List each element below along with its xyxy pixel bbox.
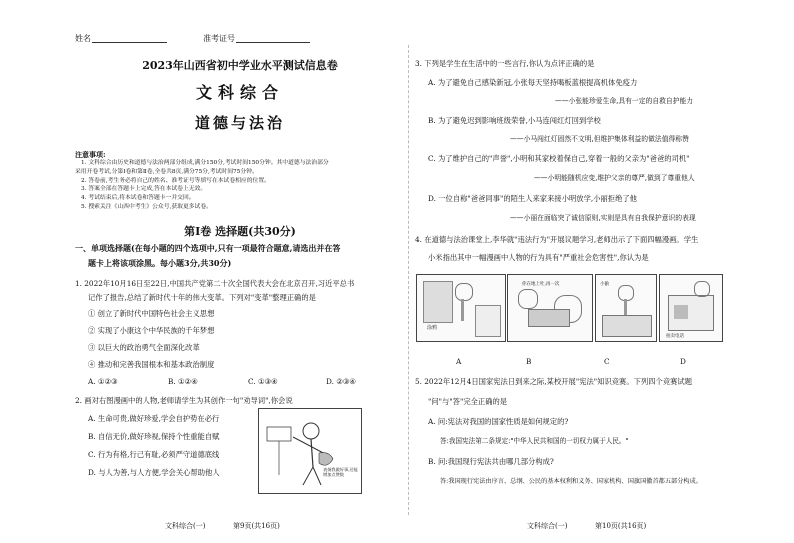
mc-heading-line2: 题卡上将该项涂黑。每小题3分,共30分) xyxy=(88,258,232,268)
q4-label-a[interactable]: A xyxy=(456,357,462,366)
q2-cartoon-caption: 表扬我做好事,还能增加点赞数 xyxy=(323,467,358,477)
q5-stem: 5. 2022年12月4日国家宪法日到来之际,某校开展"宪法"知识竞赛。下列四个竞赛试题 xyxy=(415,377,693,386)
q2-option-a[interactable]: A. 生命可贵,做好珍爱,学会自护势在必行 xyxy=(88,414,220,423)
part1-title: 第Ⅰ卷 选择题(共30分) xyxy=(184,225,296,238)
q2-cartoon-drawing xyxy=(259,409,361,493)
q3-option-d[interactable]: D. 一位自称"爸爸同事"的陌生人来家来接小明放学,小丽拒绝了他 xyxy=(428,194,637,203)
q1-item: ② 实现了小康这个中华民族的千年梦想 xyxy=(88,326,215,335)
q2-option-d[interactable]: D. 与人为善,与人方便,学会关心帮助他人 xyxy=(88,468,220,477)
q3-stem: 3. 下列是学生在生活中的一些言行,你认为点评正确的是 xyxy=(415,59,595,68)
q4-label-c[interactable]: C xyxy=(604,357,610,366)
notes-heading: 注意事项: xyxy=(75,150,106,159)
q4-cartoon-d[interactable] xyxy=(659,274,723,342)
q4-stem: 4. 在道德与法治课堂上,李华就"违法行为"开展议题学习,老师出示了下面四幅漫画。学生 xyxy=(415,235,699,244)
note-item: 4. 考试结束后,将本试卷和答题卡一并交回。 xyxy=(81,195,195,202)
q4-stem-line2: 小米指出其中一幅漫画中人物的行为具有"严重社会危害性",你认为是 xyxy=(428,253,649,262)
note-item: 采用开卷考试,分第Ⅰ卷和第Ⅱ卷,全卷共8页,满分75分,考试时间75分钟。 xyxy=(75,168,258,175)
q2-option-b[interactable]: B. 自信无价,做好珍视,保持个性重能自赋 xyxy=(88,432,220,441)
q1-option-a[interactable]: A. ①②③ xyxy=(88,377,118,386)
q1-stem-line2: 记作了报告,总结了新时代十年的伟大变革。下列对"变革"整理正确的是 xyxy=(88,293,316,302)
exam-number-label: 准考证号 xyxy=(203,34,235,43)
left-footer-subject: 文科综合(一) xyxy=(165,522,206,530)
subject-title: 文科综合 xyxy=(195,83,284,102)
q1-item: ③ 以巨大的政治勇气全面深化改革 xyxy=(88,343,200,352)
q3-option-b[interactable]: B. 为了避免迟到影响班级荣誉,小马连闯红灯回到学校 xyxy=(428,116,601,125)
q5-stem-line2: "问"与"答"完全正确的是 xyxy=(428,397,508,406)
q2-stem: 2. 画对右图漫画中的人物,老师请学生为其创作一句"劝导词",你会说 xyxy=(75,396,293,405)
right-footer-subject: 文科综合(一) xyxy=(527,522,568,530)
q2-option-c[interactable]: C. 行为有格,行己有耻,必须严守道德底线 xyxy=(88,450,220,459)
note-item: 3. 答案全部在答题卡上完成,答在本试卷上无效。 xyxy=(81,186,207,193)
right-footer-page: 第10页(共16页) xyxy=(595,522,647,530)
q2-cartoon xyxy=(258,408,362,494)
q5-option-b-question[interactable]: B. 问:我国现行宪法共由哪几部分构成? xyxy=(428,457,554,466)
column-divider xyxy=(408,45,409,515)
section-title: 道德与法治 xyxy=(194,114,285,132)
q4-cartoon-a-text: 涂鸦 xyxy=(427,325,438,331)
q3-option-a-comment: ——小张能珍爱生命,具有一定的自救自护能力 xyxy=(555,97,694,105)
q5-option-a-answer: 答:我国宪法第二条规定:"中华人民共和国的一切权力属于人民。" xyxy=(440,437,629,445)
q5-option-b-answer: 答:我国现行宪法由序言、总纲、公民的基本权利和义务、国家机构、国旗国徽首都五部分构成。 xyxy=(440,478,702,485)
q3-option-a[interactable]: A. 为了避免自己感染新冠,小张每天坚持喝板蓝根提高机体免疫力 xyxy=(428,78,638,87)
note-item: 5. 搜索关注《山西中考生》公众号,获取更多试卷。 xyxy=(81,203,212,210)
q4-cartoon-a[interactable] xyxy=(416,274,506,342)
q4-label-b[interactable]: B xyxy=(526,357,532,366)
q4-cartoon-b-text: 你在地上吐,再一次 xyxy=(522,282,560,287)
q3-option-d-comment: ——小丽在面临突了诚信原则,实则是具有自我保护意识的表现 xyxy=(510,214,696,222)
note-item: 2. 答卷前,考生务必将自己的姓名、准考证号等填写在本试卷相应的位置。 xyxy=(81,177,270,184)
q1-item: ① 创立了新时代中国特色社会主义思想 xyxy=(88,309,215,318)
q3-option-c-comment: ——小明能随机应变,维护父亲的尊严,做到了尊重他人 xyxy=(534,174,695,182)
left-footer-page: 第9页(共16页) xyxy=(233,522,280,530)
q3-option-b-comment: ——小马闯红灯固然不文明,但维护集体利益的做法值得称赞 xyxy=(510,135,689,143)
notes-list xyxy=(75,159,329,212)
exam-title: 2023年山西省初中学业水平测试信息卷 xyxy=(142,59,338,72)
q4-cartoon-d-text: 拍卖电话 xyxy=(666,334,684,339)
q5-option-a-question[interactable]: A. 问:宪法对我国的国家性质是如何规定的? xyxy=(428,417,569,426)
q4-cartoon-c-text: 小偷 xyxy=(600,282,609,287)
q3-option-c[interactable]: C. 为了维护自己的"声誉",小明和其家校着保自己,穿着一般的父亲为"爸爸的司机" xyxy=(428,154,690,163)
q1-option-c[interactable]: C. ①③④ xyxy=(248,377,278,386)
q1-stem: 1. 2022年10月16日至22日,中国共产党第二十次全国代表大会在北京召开,习近平总书 xyxy=(75,279,355,288)
mc-heading: 一、单项选择题(在每小题的四个选项中,只有一项最符合题意,请选出并在答 xyxy=(75,243,341,253)
name-label: 姓名 xyxy=(75,34,91,43)
q4-cartoon-c[interactable] xyxy=(595,274,657,342)
q4-label-d[interactable]: D xyxy=(680,357,686,366)
note-item: 1. 文科综合由历史和道德与法治两部分组成,满分150分,考试时间150分钟。其中道德与法治部分 xyxy=(81,160,329,166)
q1-option-b[interactable]: B. ①②④ xyxy=(168,377,198,386)
exam-number-blank[interactable] xyxy=(236,42,310,43)
q4-cartoon-b[interactable] xyxy=(507,274,593,342)
q1-option-d[interactable]: D. ②③④ xyxy=(326,377,356,386)
name-blank[interactable] xyxy=(92,42,167,43)
q1-item: ④ 推动和完善我国根本和基本政治制度 xyxy=(88,360,215,369)
